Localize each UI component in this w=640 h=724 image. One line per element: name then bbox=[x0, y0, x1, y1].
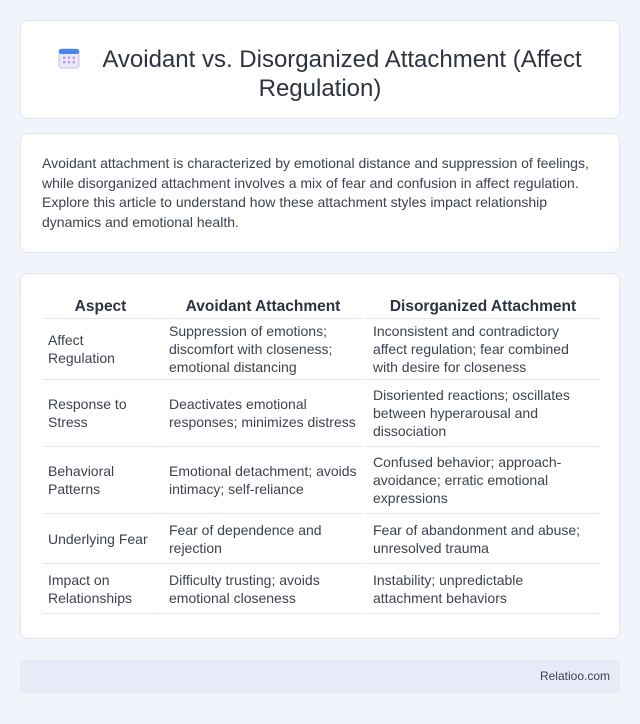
table-header-row bbox=[42, 296, 599, 319]
avoidant-cell: Suppression of emotions; discomfort with closeness; emotional distancing bbox=[159, 319, 363, 380]
table-row bbox=[42, 380, 599, 447]
header-card bbox=[20, 20, 620, 119]
avoidant-cell: Fear of dependence and rejection bbox=[159, 514, 363, 564]
disorganized-cell: Inconsistent and contradictory affect regulation; fear combined with desire for closeness bbox=[363, 319, 599, 380]
page-title-wrap bbox=[21, 45, 619, 103]
comparison-table bbox=[42, 296, 599, 614]
aspect-cell: Behavioral Patterns bbox=[42, 447, 159, 514]
disorganized-cell: Confused behavior; approach-avoidance; erratic emotional expressions bbox=[363, 447, 599, 514]
aspect-cell: Affect Regulation bbox=[42, 319, 159, 380]
table-row bbox=[42, 514, 599, 564]
footer-brand-link[interactable]: Relatioo.com bbox=[539, 669, 610, 683]
table-row bbox=[42, 319, 599, 380]
avoidant-cell: Difficulty trusting; avoids emotional closeness bbox=[159, 564, 363, 614]
intro-card bbox=[20, 133, 620, 253]
column-header-aspect: Aspect bbox=[42, 296, 159, 319]
footer-bar bbox=[20, 660, 620, 693]
intro-paragraph: Avoidant attachment is characterized by emotional distance and suppression of feelings, while disorganized attachment involves a mix of fear and confusion in affect regulation. Explore this article to understand how these attachment styles impact relationship dynamics and emotional health. bbox=[42, 155, 589, 230]
table-row bbox=[42, 447, 599, 514]
disorganized-cell: Disoriented reactions; oscillates between hyperarousal and dissociation bbox=[363, 380, 599, 447]
avoidant-cell: Emotional detachment; avoids intimacy; self-reliance bbox=[159, 447, 363, 514]
column-header-disorganized: Disorganized Attachment bbox=[363, 296, 599, 319]
disorganized-cell: Instability; unpredictable attachment behaviors bbox=[363, 564, 599, 614]
table-row bbox=[42, 564, 599, 614]
comparison-card bbox=[20, 273, 620, 639]
aspect-cell: Response to Stress bbox=[42, 380, 159, 447]
aspect-cell: Impact on Relationships bbox=[42, 564, 159, 614]
aspect-cell: Underlying Fear bbox=[42, 514, 159, 564]
disorganized-cell: Fear of abandonment and abuse; unresolved trauma bbox=[363, 514, 599, 564]
avoidant-cell: Deactivates emotional responses; minimizes distress bbox=[159, 380, 363, 447]
page-title: Avoidant vs. Disorganized Attachment (Affect Regulation) bbox=[102, 46, 582, 102]
column-header-avoidant: Avoidant Attachment bbox=[159, 296, 363, 319]
calendar-icon bbox=[58, 47, 80, 69]
